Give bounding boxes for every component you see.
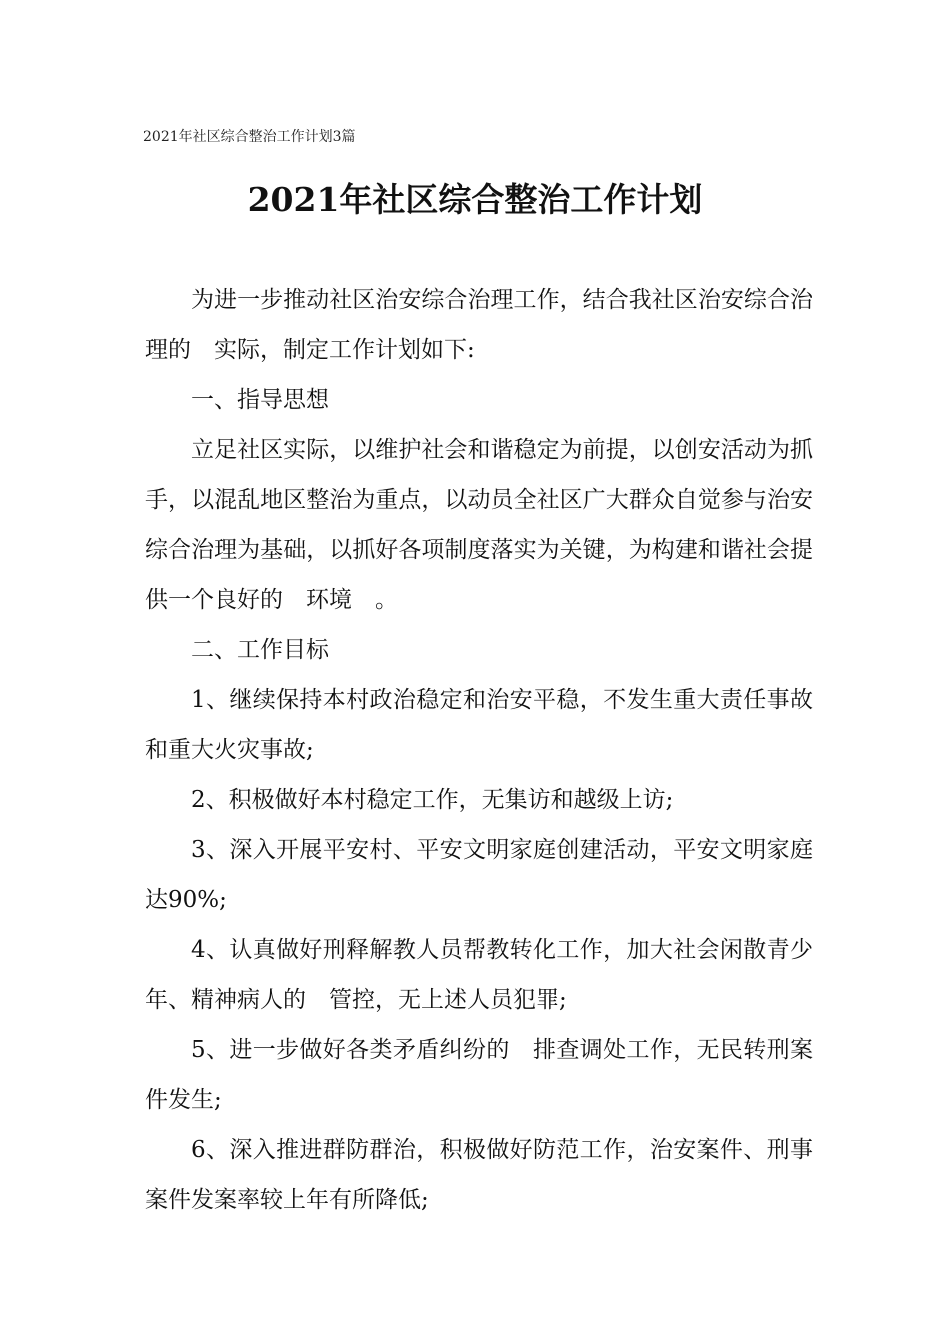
goal-item-2: 2、积极做好本村稳定工作，无集访和越级上访;	[191, 787, 674, 813]
goal-item-1: 1、继续保持本村政治稳定和治安平稳，不发生重大责任事故和重大火灾事故;	[145, 687, 813, 763]
document-title: 2021年社区综合整治工作计划	[247, 180, 703, 219]
document-body	[145, 275, 813, 1225]
section-heading-work-goals: 二、工作目标	[191, 637, 329, 663]
section-heading-guiding-ideology: 一、指导思想	[191, 387, 329, 413]
running-header: 2021年社区综合整治工作计划3篇	[143, 129, 356, 145]
goal-item-4: 4、认真做好刑释解教人员帮教转化工作，加大社会闲散青少年、精神病人的 管控，无上述人员犯罪;	[145, 937, 813, 1013]
goal-item-5: 5、进一步做好各类矛盾纠纷的 排查调处工作，无民转刑案件发生;	[145, 1037, 813, 1113]
guiding-ideology-paragraph: 立足社区实际，以维护社会和谐稳定为前提，以创安活动为抓手，以混乱地区整治为重点，以动员全社区广大群众自觉参与治安综合治理为基础，以抓好各项制度落实为关键，为构建和谐社会提供一个良好的 环境 。	[145, 437, 813, 613]
goal-item-6: 6、深入推进群防群治，积极做好防范工作，治安案件、刑事案件发案率较上年有所降低;	[145, 1137, 813, 1213]
intro-paragraph: 为进一步推动社区治安综合治理工作，结合我社区治安综合治理的 实际，制定工作计划如下:	[145, 287, 813, 363]
goal-item-3: 3、深入开展平安村、平安文明家庭创建活动，平安文明家庭达90%;	[145, 837, 813, 913]
